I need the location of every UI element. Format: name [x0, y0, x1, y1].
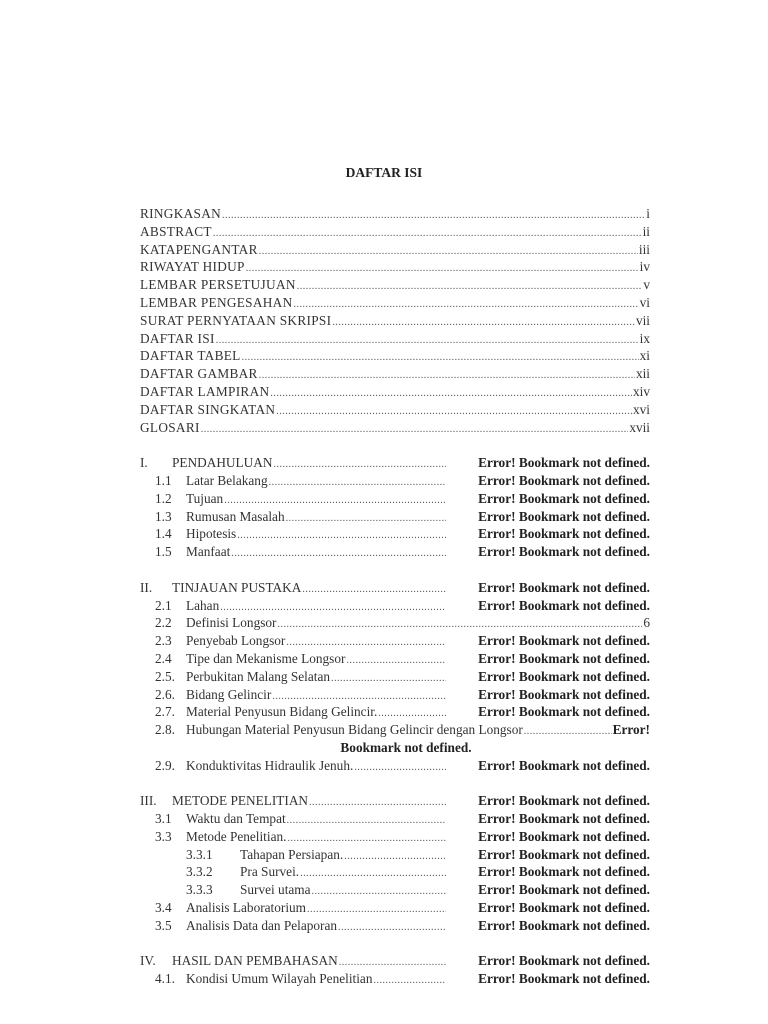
- entry-label: Hipotesis: [186, 526, 237, 542]
- entry-label: RINGKASAN: [140, 206, 222, 221]
- toc-entry[interactable]: [140, 810, 650, 828]
- toc-entry[interactable]: [140, 917, 650, 935]
- entry-label: Manfaat: [186, 544, 231, 560]
- toc-entry[interactable]: [140, 686, 650, 704]
- toc-entry[interactable]: [140, 401, 650, 419]
- entry-label: METODE PENELITIAN: [172, 793, 309, 809]
- dot-leader: [231, 545, 446, 563]
- spacer: [140, 935, 650, 953]
- page-number: iii: [638, 241, 650, 257]
- toc-entry[interactable]: [140, 721, 650, 739]
- entry-number: 2.7.: [155, 704, 175, 720]
- entry-label: Perbukitan Malang Selatan: [186, 668, 331, 684]
- toc-entry[interactable]: [140, 952, 650, 970]
- bookmark-error: Error! Bookmark not defined.: [478, 668, 650, 684]
- entry-number: 4.1.: [155, 971, 175, 987]
- toc-entry[interactable]: [140, 312, 650, 330]
- bookmark-error: Error!: [612, 722, 650, 738]
- bookmark-error: Error! Bookmark not defined.: [478, 882, 650, 898]
- toc-entry[interactable]: [140, 347, 650, 365]
- bookmark-error: Error! Bookmark not defined.: [478, 793, 650, 809]
- entry-number: 2.5.: [155, 668, 175, 684]
- toc-entry[interactable]: [140, 863, 650, 881]
- toc-entry[interactable]: [140, 205, 650, 223]
- entry-label: KATAPENGANTAR: [140, 241, 258, 257]
- entry-label: DAFTAR GAMBAR: [140, 366, 258, 382]
- bookmark-error: Error! Bookmark not defined.: [478, 828, 650, 844]
- toc-entry[interactable]: [140, 597, 650, 615]
- page-number: v: [643, 277, 650, 293]
- entry-label: HASIL DAN PEMBAHASAN: [172, 953, 338, 969]
- entry-label: Tipe dan Mekanisme Longsor: [186, 650, 346, 666]
- dot-leader: [524, 723, 612, 741]
- bookmark-error: Error! Bookmark not defined.: [478, 971, 650, 987]
- entry-number: 3.3.1: [186, 846, 213, 862]
- entry-number: 1.5: [155, 544, 172, 560]
- toc-entry[interactable]: [140, 383, 650, 401]
- entry-label: Konduktivitas Hidraulik Jenuh.: [186, 757, 354, 773]
- entry-label: Tahapan Persiapan.: [240, 846, 344, 862]
- entry-number: 2.6.: [155, 686, 175, 702]
- toc-entry[interactable]: [140, 454, 650, 472]
- bookmark-error: Error! Bookmark not defined.: [478, 490, 650, 506]
- entry-number: 2.2: [155, 615, 172, 631]
- dot-leader: [201, 421, 629, 439]
- toc-entry[interactable]: [140, 881, 650, 899]
- toc-entry[interactable]: [140, 543, 650, 561]
- bookmark-error: Error! Bookmark not defined.: [478, 953, 650, 969]
- entry-label: Waktu dan Tempat: [186, 811, 286, 827]
- entry-number: 1.2: [155, 490, 172, 506]
- entry-label: Pra Survei.: [240, 864, 300, 880]
- entry-number: 1.1: [155, 472, 172, 488]
- toc-entry[interactable]: [140, 508, 650, 526]
- page-number: xvi: [633, 401, 650, 417]
- spacer: [140, 561, 650, 579]
- entry-label: Hubungan Material Penyusun Bidang Gelincir dengan Longsor: [186, 722, 523, 738]
- toc-entry[interactable]: [140, 276, 650, 294]
- page-number: ii: [642, 223, 650, 239]
- page-number: vii: [635, 312, 650, 328]
- dot-leader: [354, 759, 446, 777]
- bookmark-error: Error! Bookmark not defined.: [478, 597, 650, 613]
- bookmark-error: Error! Bookmark not defined.: [478, 864, 650, 880]
- bookmark-error: Error! Bookmark not defined.: [478, 472, 650, 488]
- dot-leader: [338, 919, 446, 937]
- entry-number: 1.3: [155, 508, 172, 524]
- toc-entry[interactable]: [140, 294, 650, 312]
- bookmark-error: Error! Bookmark not defined.: [478, 811, 650, 827]
- entry-label: Analisis Laboratorium: [186, 900, 307, 916]
- entry-label: LEMBAR PERSETUJUAN: [140, 277, 296, 293]
- page-number: vi: [639, 294, 650, 310]
- bookmark-error-continued: Bookmark not defined.: [340, 739, 472, 755]
- page-number: xii: [635, 366, 650, 382]
- page-number: i: [646, 206, 650, 221]
- entry-label: PENDAHULUAN: [172, 455, 273, 471]
- table-of-contents: [140, 205, 650, 988]
- entry-number: III.: [140, 793, 157, 809]
- dot-leader: [373, 972, 446, 990]
- bookmark-error: Error! Bookmark not defined.: [478, 508, 650, 524]
- entry-number: 3.3.2: [186, 864, 213, 880]
- bookmark-error: Error! Bookmark not defined.: [478, 704, 650, 720]
- entry-number: II.: [140, 579, 153, 595]
- entry-number: 3.1: [155, 811, 172, 827]
- page-number: xi: [639, 348, 650, 364]
- toc-entry[interactable]: [140, 330, 650, 348]
- entry-label: RIWAYAT HIDUP: [140, 259, 245, 275]
- entry-label: Material Penyusun Bidang Gelincir.: [186, 704, 378, 720]
- bookmark-error: Error! Bookmark not defined.: [478, 900, 650, 916]
- entry-label: GLOSARI: [140, 419, 200, 435]
- toc-entry[interactable]: [140, 846, 650, 864]
- entry-number: 3.4: [155, 900, 172, 916]
- entry-label: TINJAUAN PUSTAKA: [172, 579, 302, 595]
- entry-label: Analisis Data dan Pelaporan: [186, 917, 338, 933]
- page-number: xiv: [633, 383, 650, 399]
- toc-entry[interactable]: [140, 650, 650, 668]
- entry-label: Lahan: [186, 597, 220, 613]
- entry-label: Penyebab Longsor: [186, 633, 286, 649]
- entry-label: Survei utama: [240, 882, 311, 898]
- bookmark-error: Error! Bookmark not defined.: [478, 544, 650, 560]
- entry-label: DAFTAR LAMPIRAN: [140, 383, 270, 399]
- toc-entry[interactable]: [140, 525, 650, 543]
- entry-number: I.: [140, 455, 148, 471]
- toc-entry[interactable]: [140, 632, 650, 650]
- entry-number: 2.8.: [155, 722, 175, 738]
- toc-entry[interactable]: [140, 419, 650, 437]
- entry-label: Definisi Longsor: [186, 615, 277, 631]
- entry-label: DAFTAR TABEL: [140, 348, 241, 364]
- bookmark-error: Error! Bookmark not defined.: [478, 757, 650, 773]
- page-number: xvii: [629, 419, 650, 435]
- bookmark-error: Error! Bookmark not defined.: [478, 579, 650, 595]
- toc-entry[interactable]: [140, 668, 650, 686]
- toc-entry[interactable]: [140, 241, 650, 259]
- toc-entry[interactable]: [140, 614, 650, 632]
- bookmark-error: Error! Bookmark not defined.: [478, 455, 650, 471]
- entry-label: LEMBAR PENGESAHAN: [140, 294, 293, 310]
- entry-number: 1.4: [155, 526, 172, 542]
- entry-number: 3.3: [155, 828, 172, 844]
- entry-number: 2.9.: [155, 757, 175, 773]
- page-number: 6: [643, 615, 650, 631]
- entry-label: Rumusan Masalah: [186, 508, 285, 524]
- entry-label: Bidang Gelincir: [186, 686, 272, 702]
- bookmark-error: Error! Bookmark not defined.: [478, 650, 650, 666]
- toc-entry[interactable]: [140, 792, 650, 810]
- entry-label: Metode Penelitian.: [186, 828, 287, 844]
- page-number: ix: [639, 330, 650, 346]
- entry-label: Kondisi Umum Wilayah Penelitian: [186, 971, 373, 987]
- toc-entry[interactable]: [140, 828, 650, 846]
- entry-number: 3.5: [155, 917, 172, 933]
- page-title: DAFTAR ISI: [345, 165, 423, 180]
- entry-label: DAFTAR SINGKATAN: [140, 401, 276, 417]
- toc-entry[interactable]: [140, 490, 650, 508]
- entry-label: Tujuan: [186, 490, 224, 506]
- toc-entry[interactable]: [140, 472, 650, 490]
- entry-number: IV.: [140, 953, 156, 969]
- bookmark-error: Error! Bookmark not defined.: [478, 686, 650, 702]
- toc-entry[interactable]: [140, 703, 650, 721]
- toc-entry[interactable]: [140, 970, 650, 988]
- entry-label: DAFTAR ISI: [140, 330, 215, 346]
- page-number: iv: [639, 259, 650, 275]
- spacer: [140, 436, 650, 454]
- entry-number: 2.3: [155, 633, 172, 649]
- spacer: [140, 775, 650, 793]
- toc-entry[interactable]: [140, 899, 650, 917]
- entry-label: ABSTRACT: [140, 223, 212, 239]
- entry-number: 2.1: [155, 597, 172, 613]
- bookmark-error: Error! Bookmark not defined.: [478, 526, 650, 542]
- bookmark-error: Error! Bookmark not defined.: [478, 917, 650, 933]
- toc-entry[interactable]: [140, 757, 650, 775]
- toc-entry[interactable]: [140, 365, 650, 383]
- entry-label: SURAT PERNYATAAN SKRIPSI: [140, 312, 332, 328]
- toc-entry[interactable]: [140, 223, 650, 241]
- toc-entry[interactable]: [140, 258, 650, 276]
- bookmark-error: Error! Bookmark not defined.: [478, 633, 650, 649]
- entry-number: 2.4: [155, 650, 172, 666]
- entry-label: Latar Belakang: [186, 472, 268, 488]
- toc-entry[interactable]: [140, 579, 650, 597]
- entry-number: 3.3.3: [186, 882, 213, 898]
- bookmark-error: Error! Bookmark not defined.: [478, 846, 650, 862]
